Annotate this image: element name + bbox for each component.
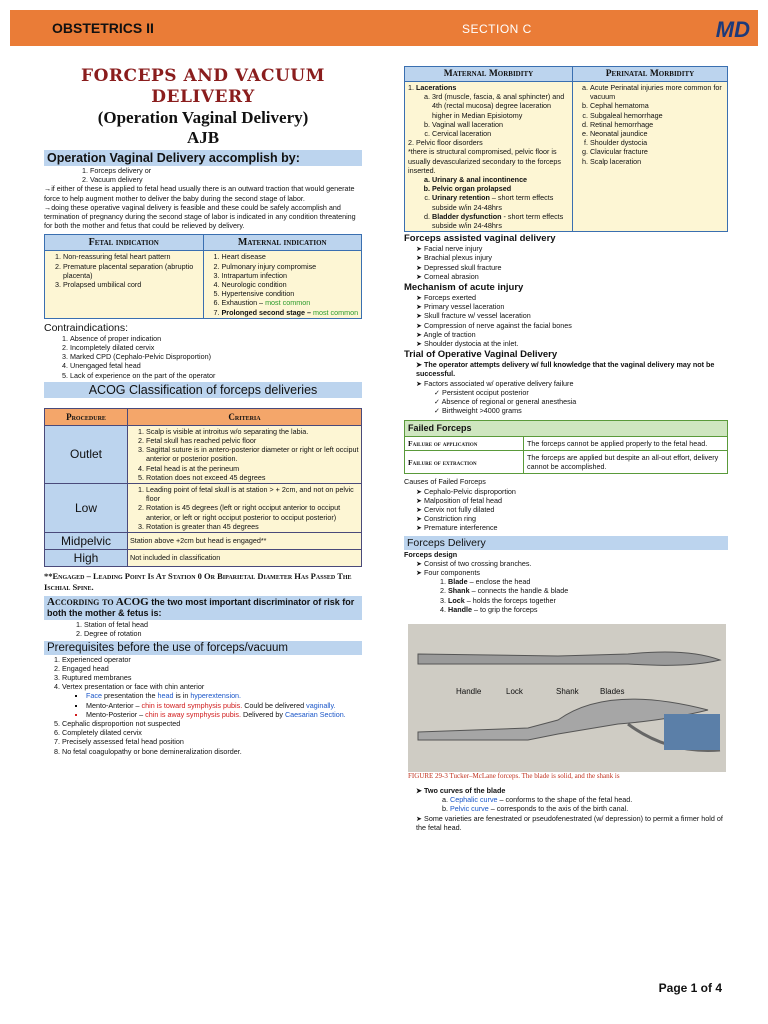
list-item [432, 193, 569, 211]
list-item [448, 596, 728, 605]
m2: Pelvic floor disorders [416, 138, 483, 148]
m1-list [408, 92, 569, 138]
morbidity-table [404, 66, 728, 232]
list-item: ➤ Some varieties are fenestrated or pseudofenestrated (w/ depression) to permit a firmer hold of the fetal head. [416, 813, 723, 832]
doc-subtitle: (Operation Vaginal Delivery) [97, 108, 309, 127]
item-key: Cephalic curve [450, 795, 498, 805]
causes-heading: Causes of Failed Forceps [404, 477, 486, 487]
failed-forceps-heading: Failed Forceps [405, 420, 728, 436]
maternal-morbidity-header: Maternal Morbidity [405, 67, 573, 82]
forceps-assisted-list [404, 244, 728, 281]
failure-application-label: Failure of application [405, 436, 524, 450]
list-item [448, 605, 728, 614]
perinatal-morbidity-header: Perinatal Morbidity [572, 67, 727, 82]
list-item: 2. Vacuum delivery [90, 175, 362, 184]
item-text: Skull fracture w/ vessel laceration [424, 311, 531, 321]
forceps-delivery-heading: Forceps Delivery [404, 536, 728, 550]
item-text: Two curves of the blade [424, 785, 506, 795]
curves-note [404, 814, 728, 832]
prereq-list-2 [44, 719, 362, 756]
item-lead: Exhaustion – [221, 298, 266, 308]
failure-extraction-label: Failure of extraction [405, 450, 524, 473]
list-item: b. Pelvic organ prolapsed [432, 184, 569, 193]
text-d: vaginally. [306, 700, 336, 710]
list-item: 3. Intrapartum infection [222, 271, 360, 280]
item-tail: most common [265, 298, 311, 308]
item-key: Pelvic curve [450, 804, 489, 814]
item-tail: – short term effects subside w/in 24-48hrs [432, 193, 554, 212]
list-item: ➤ Depressed skull fracture [416, 262, 502, 272]
left-column [44, 60, 362, 756]
m2-list [408, 175, 569, 230]
text-c: Could be delivered [242, 700, 307, 710]
mechanism-list [404, 293, 728, 348]
item-key: Blade [448, 577, 468, 587]
text-a: Face [86, 691, 102, 701]
low-criteria [130, 485, 359, 531]
contra-list [44, 334, 362, 380]
outlet-criteria [130, 427, 359, 482]
list-item: ➤ Premature interference [416, 523, 498, 533]
item-text: Some varieties are fenestrated or pseudofenestrated (w/ depression) to permit a firmer hold of the fetal head. [416, 813, 723, 832]
item-text: Facial nerve injury [424, 244, 483, 254]
perinatal-list [576, 83, 724, 166]
list-item: 1. Scalp is visible at introitus w/o separating the labia. [146, 427, 359, 436]
list-item: 5. Hypertensive condition [222, 289, 360, 298]
doc-title-line1: FORCEPS AND VACUUM [81, 66, 325, 86]
item-text: Persistent occiput posterior [442, 387, 529, 397]
high-label: High [45, 550, 128, 567]
page-number: Page 1 of 4 [658, 981, 722, 995]
forceps-drawing [408, 624, 726, 772]
list-item: ➤ Corneal abrasion [416, 271, 479, 281]
list-item: ➤ Consist of two crossing branches. [416, 558, 532, 568]
list-item: a. 3rd (muscle, fascia, & anal sphincter) and 4th (rectal mucosa) degree laceration higher in Median Episiotomy [432, 92, 569, 120]
item-text: – connects the handle & blade [469, 586, 569, 596]
list-item: 3. Prolapsed umbilical cord [63, 280, 201, 289]
list-item: 3. Rotation is greater than 45 degrees [146, 522, 359, 531]
item-key: Shank [448, 586, 470, 596]
text-c: Delivered by [241, 709, 285, 719]
text-b: presentation the [101, 691, 158, 701]
list-item: ➤ Factors associated w/ operative delivery failure [416, 378, 574, 388]
list-item: e. Neonatal jaundice [590, 129, 724, 138]
item-text: Cephalo-Pelvic disproportion [424, 486, 516, 496]
list-item: ✓ Absence of regional or general anesthesia [434, 397, 577, 407]
forceps-assisted-heading: Forceps assisted vaginal delivery [404, 233, 556, 245]
list-item [86, 710, 362, 719]
item-lead: Prolonged second stage – [221, 307, 313, 317]
text-a: Mento-Anterior – [86, 700, 142, 710]
prereq-bullets [44, 691, 362, 719]
list-item: 1. Forceps delivery or [90, 166, 362, 175]
list-item: 2. Engaged head [62, 664, 362, 673]
list-item: 4. Unengaged fetal head [70, 361, 362, 370]
list-item: ✓ Birthweight >4000 grams [434, 406, 522, 416]
md-logo: MD [715, 17, 750, 42]
item-lead: Urinary retention [432, 193, 490, 203]
midpelvic-label: Midpelvic [45, 533, 128, 550]
causes-list [404, 487, 728, 533]
label-handle: Handle [456, 686, 482, 696]
list-item: ➤ Forceps exerted [416, 293, 476, 303]
list-item: ➤ Skull fracture w/ vessel laceration [416, 311, 531, 321]
text-c: head [157, 691, 174, 701]
item-text: Primary vessel laceration [424, 302, 505, 312]
list-item: ➤ Brachial plexus injury [416, 253, 492, 263]
trial-list [404, 360, 728, 388]
design-list [404, 559, 728, 577]
list-item: h. Scalp laceration [590, 157, 724, 166]
list-item: c. Cervical laceration [432, 129, 569, 138]
doc-title-line2: DELIVERY [151, 87, 255, 107]
text-d: is in [173, 691, 191, 701]
list-item: 2. Degree of rotation [84, 629, 362, 638]
list-item: 3. Ruptured membranes [62, 673, 362, 682]
list-item: 1. Heart disease [222, 252, 360, 261]
failed-forceps-table [404, 420, 728, 475]
midpelvic-criteria: Station above +2cm but head is engaged** [128, 533, 362, 550]
list-item: ➤ Primary vessel laceration [416, 302, 505, 312]
list-item: d. Retinal hemorrhage [590, 120, 724, 129]
list-item: ➤ The operator attempts delivery w/ full knowledge that the vaginal delivery may not be successful. [416, 360, 715, 379]
list-item [432, 212, 569, 230]
list-item: b. Cephal hematoma [590, 101, 724, 110]
accomplish-list [44, 166, 362, 184]
label-blades: Blades [600, 686, 625, 696]
maternal-indication-header: Maternal indication [203, 235, 362, 251]
list-item: 2. Incompletely dilated cervix [70, 343, 362, 352]
text-b: chin is toward symphysis pubis. [141, 700, 243, 710]
item-text: Angle of traction [423, 329, 476, 339]
list-item: 1. Absence of proper indication [70, 334, 362, 343]
engaged-note: **Engaged – Leading Point Is At Station 0 Or Biparietal Diameter Has Passed The Ischial Spine. [44, 571, 352, 593]
list-item: ➤ Four components [416, 567, 480, 577]
item-text: Absence of regional or general anesthesia [441, 397, 577, 407]
header-bar [10, 10, 758, 46]
list-item: ➤ Angle of traction [416, 329, 476, 339]
fetal-indication-header: Fetal indication [45, 235, 204, 251]
accomplish-heading: Operation Vaginal Delivery accomplish by: [44, 150, 362, 166]
procedure-header: Procedure [45, 408, 128, 425]
failure-extraction-text: The forceps are applied but despite an all-out effort, delivery cannot be accomplished. [524, 450, 728, 473]
list-item: 6. Completely dilated cervix [62, 728, 362, 737]
item-tail: - short term effects subside w/in 24-48hrs [432, 211, 564, 231]
item-text: Cervix not fully dilated [424, 504, 495, 514]
list-item: ➤ Malposition of fetal head [416, 495, 502, 505]
prereq-heading: Prerequisites before the use of forceps/vacuum [44, 641, 362, 655]
list-item [450, 804, 728, 813]
list-item: 5. Lack of experience on the part of the operator [70, 371, 362, 380]
maternal-morbidity-content: 1. Lacerations a. 3rd (muscle, fascia, & anal sphincter) and 4th (rectal mucosa) degree laceration higher in Median Episiotomy b. Vaginal wall laceration c. Cervical laceration 2. Pelvic floor disorders *there is structural compromised, pelvic floor is usually devascularized secondary to the forceps inserted. a. Urinary & anal incontinence b. Pelvic organ prolapsed c. Urinary retention – short term effects subside w/in 24-48hrs d. Bladder dysfunction - short term effects subside w/in 24-48hrs [408, 83, 569, 230]
item-text: Premature interference [424, 523, 498, 533]
maternal-indication-list [206, 252, 360, 316]
list-item: ➤ Cephalo-Pelvic disproportion [416, 486, 516, 496]
item-text: Consist of two crossing branches. [424, 558, 532, 568]
list-item: ➤ Facial nerve injury [416, 244, 483, 254]
item-key: Lock [448, 595, 465, 605]
components-list [404, 577, 728, 614]
list-item: 4. Fetal head is at the perineum [146, 464, 359, 473]
acog-text: the two most important discriminator of risk for both the mother & fetus is: [47, 597, 355, 619]
list-item: f. Shoulder dystocia [590, 138, 724, 147]
section-label: SECTION C [462, 22, 532, 36]
curves-sublist [404, 795, 728, 813]
high-criteria: Not included in classification [128, 550, 362, 567]
list-item: 2. Pulmonary injury compromise [222, 262, 360, 271]
trial-heading: Trial of Operative Vaginal Delivery [404, 349, 558, 361]
list-item: ➤ Constriction ring [416, 514, 476, 524]
item-key: Handle [448, 604, 472, 614]
fetal-indication-list [47, 252, 201, 289]
item-text: Constriction ring [424, 514, 476, 524]
list-item: 4. Vertex presentation or face with chin anterior [62, 682, 362, 691]
right-column [404, 66, 728, 832]
item-text: Birthweight >4000 grams [442, 406, 522, 416]
list-item: c. Subgaleal hemorrhage [590, 111, 724, 120]
list-item [222, 298, 360, 307]
failure-application-text: The forceps cannot be applied properly to the fetal head. [524, 436, 728, 450]
list-item: 1. Station of fetal head [84, 620, 362, 629]
contra-heading: Contraindications: [44, 321, 129, 334]
text-d: Caesarian Section. [284, 709, 346, 719]
list-item: a. Acute Perinatal injuries more common for vacuum [590, 83, 724, 101]
acog-lead: According to ACOG [47, 596, 149, 609]
prereq-list [44, 655, 362, 692]
acog-discriminator [44, 596, 362, 620]
doc-author: AJB [186, 128, 220, 147]
course-title: OBSTETRICS II [52, 20, 154, 36]
item-text: – enclose the head [467, 577, 531, 587]
list-item: ➤ Cervix not fully dilated [416, 504, 495, 514]
list-item: b. Vaginal wall laceration [432, 120, 569, 129]
list-item: 2. Premature placental separation (abruptio placenta) [63, 262, 201, 280]
text-b: chin is away symphysis pubis. [145, 709, 241, 719]
list-item: 1. Experienced operator [62, 655, 362, 664]
acog-heading: ACOG Classification of forceps deliveries [44, 382, 362, 398]
list-item [450, 795, 728, 804]
list-item: 4. Neurologic condition [222, 280, 360, 289]
list-item: 2. Rotation is 45 degrees (left or right occiput anterior to occiput anterior, or left or right occiput posterior to occiput posterior) [146, 503, 359, 521]
criteria-header: Criteria [128, 408, 362, 425]
m2-note: *there is structural compromised, pelvic floor is usually devascularized secondary to the forceps inserted. [408, 147, 562, 175]
label-shank: Shank [556, 686, 579, 696]
list-item [86, 701, 362, 710]
item-tail: most common [312, 307, 359, 317]
list-item: g. Clavicular fracture [590, 147, 724, 156]
item-text: Shoulder dystocia at the inlet. [424, 339, 519, 349]
outlet-label: Outlet [45, 425, 128, 483]
list-item: ✓ Persistent occiput posterior [434, 387, 529, 397]
list-item [448, 577, 728, 586]
trial-checks [404, 388, 728, 416]
item-text: Malposition of fetal head [424, 495, 502, 505]
low-label: Low [45, 484, 128, 533]
list-item: 8. No fetal coagulopathy or bone demineralization disorder. [62, 747, 362, 756]
label-lock: Lock [506, 686, 523, 696]
list-item: 2. Fetal skull has reached pelvic floor [146, 436, 359, 445]
list-item [448, 586, 728, 595]
acog-table [44, 408, 362, 567]
list-item: 1. Leading point of fetal skull is at station > + 2cm, and not on pelvic floor [146, 485, 359, 503]
accomplish-para2: →doing these operative vaginal delivery is feasible and these could be safely accomplish and termination of pregnancy during the second stage of labor is indicated in any condition threatening for both the mother and fetus that could be relieved by delivery. [44, 202, 356, 231]
acog-discriminator-list [44, 620, 362, 638]
forceps-figure-image [408, 624, 726, 772]
list-item [222, 308, 360, 317]
mechanism-heading: Mechanism of acute injury [404, 282, 524, 294]
item-text: Factors associated w/ operative delivery failure [424, 378, 574, 388]
list-item: 1. Non-reassuring fetal heart pattern [63, 252, 201, 261]
list-item: 3. Marked CPD (Cephalo-Pelvic Disproportion) [70, 352, 362, 361]
list-item: 5. Rotation does not exceed 45 degrees [146, 473, 359, 482]
item-text: Compression of nerve against the facial bones [424, 320, 572, 330]
list-item: 5. Cephalic disproportion not suspected [62, 719, 362, 728]
item-text: Brachial plexus injury [424, 253, 492, 263]
list-item: 7. Precisely assessed fetal head position [62, 737, 362, 746]
item-text: – holds the forceps together [464, 595, 556, 605]
accomplish-para1: →if either of these is applied to fetal head usually there is an outward traction that would generate force to help augment mother to deliver the baby during the second stage of labor. [44, 184, 355, 203]
figure-caption: FIGURE 29-3 Tucker–McLane forceps. The blade is solid, and the shank is [408, 771, 620, 780]
item-text: The operator attempts delivery w/ full knowledge that the vaginal delivery may not be successful. [416, 360, 715, 379]
curves-list [404, 786, 728, 795]
list-item: ➤ Compression of nerve against the facial bones [416, 320, 572, 330]
list-item: ➤ Two curves of the blade [416, 785, 506, 795]
item-text: Four components [424, 567, 480, 577]
item-text: – corresponds to the axis of the birth canal. [488, 804, 629, 814]
item-text: – to grip the forceps [471, 604, 538, 614]
list-item: a. Urinary & anal incontinence [432, 175, 569, 184]
item-text: Corneal abrasion [424, 271, 479, 281]
list-item: 3. Sagittal suture is in antero-posterior diameter or right or left occiput anterior or posterior position. [146, 445, 359, 463]
text-e: hyperextension. [190, 691, 242, 701]
item-text: – conforms to the shape of the fetal head. [497, 795, 633, 805]
forceps-design-label: Forceps design [404, 549, 458, 559]
list-item [86, 691, 362, 700]
m1: Lacerations [416, 83, 457, 92]
item-text: Depressed skull fracture [424, 262, 502, 272]
text-a: Mento-Posterior – [86, 709, 146, 719]
list-item: ➤ Shoulder dystocia at the inlet. [416, 339, 519, 349]
indication-table [44, 234, 362, 318]
item-lead: Bladder dysfunction [432, 211, 502, 221]
item-text: Forceps exerted [424, 293, 476, 303]
